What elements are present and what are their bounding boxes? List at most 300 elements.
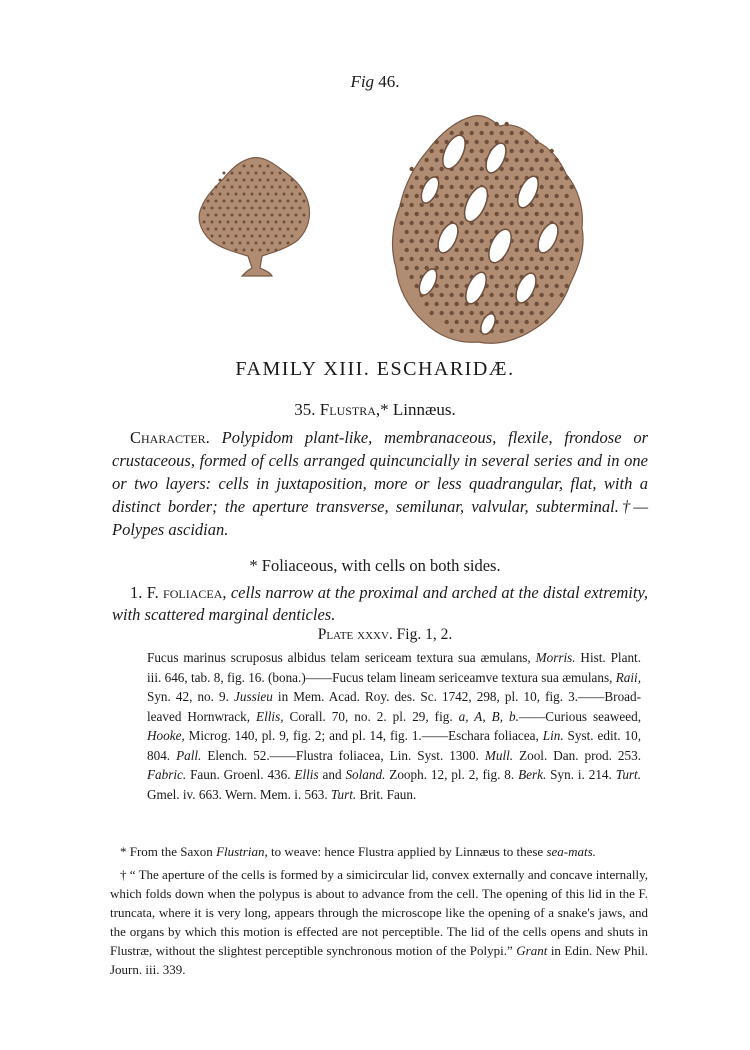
cell-dot — [231, 200, 234, 203]
cell-dot — [409, 185, 413, 189]
cell-dot — [259, 193, 262, 196]
cell-dot — [424, 230, 428, 234]
cell-dot — [424, 266, 428, 270]
cell-dot — [295, 200, 298, 203]
cell-dot — [271, 228, 274, 231]
flustra-small-specimen-illustration — [190, 152, 318, 280]
cell-dot — [504, 194, 508, 198]
cell-dot — [549, 257, 553, 261]
cell-dot — [444, 212, 448, 216]
cell-dot — [275, 221, 278, 224]
cell-dot — [549, 275, 553, 279]
synonymy-run: Syn. i. 214. — [546, 767, 616, 782]
cell-dot — [424, 248, 428, 252]
cell-dot — [414, 194, 418, 198]
cell-dot — [239, 200, 242, 203]
cell-dot — [454, 284, 458, 288]
cell-dot — [219, 179, 222, 182]
cell-dot — [464, 230, 468, 234]
cell-dot — [564, 248, 568, 252]
cell-dot — [474, 248, 478, 252]
cell-dot — [534, 158, 538, 162]
cell-dot — [444, 266, 448, 270]
cell-dot — [544, 302, 548, 306]
cell-dot — [449, 293, 453, 297]
synonymy-run: Morris. — [535, 650, 576, 665]
cell-dot — [279, 242, 282, 245]
cell-dot — [559, 293, 563, 297]
cell-dot — [529, 257, 533, 261]
cell-dot — [449, 275, 453, 279]
cell-dot — [534, 230, 538, 234]
cell-dot — [429, 203, 433, 207]
cell-dot — [444, 284, 448, 288]
cell-dot — [564, 230, 568, 234]
cell-dot — [554, 284, 558, 288]
cell-dot — [251, 179, 254, 182]
cell-dot — [263, 228, 266, 231]
figure-caption — [0, 72, 750, 92]
cell-dot — [251, 235, 254, 238]
cell-dot — [271, 186, 274, 189]
cell-dot — [247, 186, 250, 189]
cell-dot — [474, 140, 478, 144]
family-heading: FAMILY XIII. ESCHARIDÆ. — [235, 358, 515, 380]
cell-dot — [559, 257, 563, 261]
synonymy-run: and — [318, 767, 346, 782]
cell-dot — [559, 221, 563, 225]
cell-dot — [474, 266, 478, 270]
synonymy-run: Fucus marinus scruposus albidus telam sericeam textura sua æmulans, — [147, 650, 536, 665]
cell-dot — [444, 194, 448, 198]
cell-dot — [267, 165, 270, 168]
species-paragraph — [112, 582, 648, 626]
cell-dot — [424, 302, 428, 306]
cell-dot — [489, 275, 493, 279]
cell-dot — [494, 194, 498, 198]
cell-dot — [267, 249, 270, 252]
cell-dot — [235, 221, 238, 224]
cell-dot — [211, 207, 214, 210]
cell-dot — [479, 257, 483, 261]
cell-dot — [524, 320, 528, 324]
cell-dot — [223, 200, 226, 203]
cell-dot — [559, 239, 563, 243]
cell-dot — [524, 266, 528, 270]
synonymy-run: Brit. Faun. — [356, 786, 417, 802]
cell-dot — [439, 167, 443, 171]
cell-dot — [414, 230, 418, 234]
cell-dot — [494, 176, 498, 180]
cell-dot — [424, 158, 428, 162]
cell-dot — [219, 193, 222, 196]
cell-dot — [219, 235, 222, 238]
cell-dot — [459, 185, 463, 189]
synonymy-run: Fabric. — [147, 767, 187, 782]
cell-dot — [479, 167, 483, 171]
synonymy-run: Ellis, — [256, 708, 284, 724]
cell-dot — [219, 207, 222, 210]
cell-dot — [215, 200, 218, 203]
cell-dot — [499, 311, 503, 315]
synonymy-run: Gmel. iv. 663. Wern. Mem. i. 563. — [147, 786, 331, 802]
species-number: 1. — [130, 583, 143, 602]
cell-dot — [251, 249, 254, 252]
cell-dot — [459, 311, 463, 315]
cell-dot — [459, 293, 463, 297]
cell-dot — [554, 176, 558, 180]
cell-dot — [504, 176, 508, 180]
cell-dot — [484, 176, 488, 180]
cell-dot — [299, 207, 302, 210]
cell-dot — [469, 329, 473, 333]
cell-dot — [211, 221, 214, 224]
footnote-second-run: Grant — [516, 943, 548, 958]
cell-dot — [235, 179, 238, 182]
cell-dot — [449, 185, 453, 189]
cell-dot — [529, 149, 533, 153]
figure-label: Fig — [350, 72, 375, 91]
cell-dot — [519, 149, 523, 153]
cell-dot — [399, 221, 403, 225]
cell-dot — [283, 221, 286, 224]
section-heading — [0, 556, 750, 576]
cell-dot — [564, 194, 568, 198]
synonymy-run: Syn. 42, no. 9. — [147, 689, 235, 704]
genus-name: Flustra, — [319, 400, 381, 419]
cell-dot — [223, 228, 226, 231]
cell-dot — [287, 214, 290, 217]
cell-dot — [549, 149, 553, 153]
cell-dot — [484, 122, 488, 126]
cell-dot — [295, 214, 298, 217]
cell-dot — [474, 158, 478, 162]
cell-dot — [524, 230, 528, 234]
cell-dot — [464, 176, 468, 180]
cell-dot — [484, 266, 488, 270]
cell-dot — [564, 284, 568, 288]
cell-dot — [554, 266, 558, 270]
synonymy-run: Lin. — [542, 728, 564, 743]
cell-dot — [227, 193, 230, 196]
cell-dot — [544, 158, 548, 162]
cell-dot — [479, 221, 483, 225]
synonymy-run: Faun. Groenl. 436. — [186, 767, 295, 782]
cell-dot — [454, 320, 458, 324]
cell-dot — [295, 228, 298, 231]
footnote-flustra-etymology — [110, 842, 648, 861]
cell-dot — [449, 257, 453, 261]
section-mark: * — [249, 556, 258, 575]
section-text: Foliaceous, with cells on both sides. — [261, 556, 501, 575]
cell-dot — [247, 200, 250, 203]
synonymy-run: Berk. — [518, 767, 547, 782]
cell-dot — [429, 293, 433, 297]
cell-dot — [207, 228, 210, 231]
cell-dot — [414, 266, 418, 270]
cell-dot — [454, 194, 458, 198]
synonymy-run: Zool. Dan. prod. 253. — [513, 747, 641, 763]
cell-dot — [504, 140, 508, 144]
cell-dot — [489, 221, 493, 225]
plate-figs: Fig. 1, 2. — [396, 626, 453, 643]
cell-dot — [404, 248, 408, 252]
cell-dot — [267, 193, 270, 196]
cell-dot — [474, 176, 478, 180]
cell-dot — [464, 194, 468, 198]
cell-dot — [489, 293, 493, 297]
cell-dot — [219, 221, 222, 224]
synonymy-run: Syst. edit. 10, 804. — [147, 728, 641, 763]
cell-dot — [444, 320, 448, 324]
cell-dot — [574, 230, 578, 234]
cell-dot — [464, 266, 468, 270]
cell-dot — [267, 235, 270, 238]
cell-dot — [263, 200, 266, 203]
cell-dot — [504, 320, 508, 324]
cell-dot — [489, 131, 493, 135]
cell-dot — [279, 172, 282, 175]
cell-dot — [275, 179, 278, 182]
cell-dot — [509, 149, 513, 153]
cell-dot — [489, 203, 493, 207]
cell-dot — [449, 203, 453, 207]
cell-dot — [534, 266, 538, 270]
cell-dot — [275, 207, 278, 210]
cell-dot — [439, 221, 443, 225]
cell-dot — [255, 242, 258, 245]
plate-label: Plate xxxv. — [317, 626, 393, 643]
cell-dot — [469, 131, 473, 135]
cell-dot — [519, 167, 523, 171]
synonymy-run: Ellis — [294, 767, 319, 782]
synonymy-run: Turt. — [615, 767, 642, 782]
cell-dot — [569, 203, 573, 207]
cell-dot — [291, 193, 294, 196]
cell-dot — [559, 203, 563, 207]
cell-dot — [231, 172, 234, 175]
cell-dot — [419, 167, 423, 171]
synonymy-run: Mull. — [484, 747, 514, 763]
cell-dot — [271, 172, 274, 175]
cell-dot — [459, 239, 463, 243]
cell-dot — [255, 186, 258, 189]
cell-dot — [243, 193, 246, 196]
cell-dot — [499, 275, 503, 279]
cell-dot — [299, 193, 302, 196]
cell-dot — [291, 179, 294, 182]
cell-dot — [564, 212, 568, 216]
cell-dot — [424, 212, 428, 216]
cell-dot — [499, 203, 503, 207]
cell-dot — [524, 248, 528, 252]
cell-dot — [235, 249, 238, 252]
cell-dot — [574, 248, 578, 252]
cell-dot — [409, 239, 413, 243]
cell-dot — [494, 122, 498, 126]
cell-dot — [509, 293, 513, 297]
cell-dot — [479, 239, 483, 243]
genus-number: 35. — [294, 400, 316, 419]
footnote-first-run: * From the Saxon — [120, 844, 217, 859]
cell-dot — [275, 249, 278, 252]
cell-dot — [207, 214, 210, 217]
cell-dot — [259, 221, 262, 224]
cell-dot — [287, 228, 290, 231]
cell-dot — [519, 311, 523, 315]
synonymy-run: Hist. Plant. iii. 646, tab. 8, fig. 16. (bona.)——Fucus telam lineam sericeamve textura sua æmulans, — [147, 650, 642, 685]
cell-dot — [509, 257, 513, 261]
cell-dot — [539, 257, 543, 261]
cell-dot — [574, 212, 578, 216]
cell-dot — [275, 235, 278, 238]
cell-dot — [514, 212, 518, 216]
cell-dot — [459, 203, 463, 207]
cell-dot — [489, 185, 493, 189]
species-name: F. foliacea, — [146, 583, 227, 602]
cell-dot — [439, 149, 443, 153]
cell-dot — [469, 149, 473, 153]
cell-dot — [514, 248, 518, 252]
footnote-first-run: to weave: hence Flustra applied by Linnæus to these — [267, 844, 547, 859]
cell-dot — [564, 176, 568, 180]
cell-dot — [235, 207, 238, 210]
cell-dot — [243, 235, 246, 238]
cell-dot — [259, 179, 262, 182]
genus-footnote-mark: * — [380, 400, 389, 419]
cell-dot — [509, 203, 513, 207]
cell-dot — [243, 249, 246, 252]
cell-dot — [239, 242, 242, 245]
cell-dot — [271, 242, 274, 245]
character-paragraph — [112, 426, 648, 541]
cell-dot — [263, 242, 266, 245]
synonymy-run: Elench. 52.——Flustra foliacea, Lin. Syst. 1300. — [201, 747, 485, 763]
cell-dot — [434, 230, 438, 234]
cell-dot — [439, 203, 443, 207]
cell-dot — [504, 284, 508, 288]
cell-dot — [534, 320, 538, 324]
cell-dot — [434, 212, 438, 216]
synonymy-run: Corall. 70, no. 2. pl. 29, fig. — [283, 708, 459, 724]
cell-dot — [504, 266, 508, 270]
cell-dot — [239, 172, 242, 175]
cell-dot — [255, 200, 258, 203]
cell-dot — [414, 248, 418, 252]
cell-dot — [499, 221, 503, 225]
cell-dot — [239, 228, 242, 231]
cell-dot — [231, 228, 234, 231]
cell-dot — [514, 230, 518, 234]
cell-dot — [469, 239, 473, 243]
cell-dot — [429, 257, 433, 261]
cell-dot — [291, 221, 294, 224]
cell-dot — [509, 329, 513, 333]
cell-dot — [554, 212, 558, 216]
cell-dot — [464, 248, 468, 252]
synonymy-run: ——Curious seaweed, — [518, 708, 642, 724]
cell-dot — [544, 284, 548, 288]
cell-dot — [429, 239, 433, 243]
cell-dot — [409, 257, 413, 261]
cell-dot — [544, 212, 548, 216]
cell-dot — [291, 235, 294, 238]
species-description: cells narrow at the proximal and arched at the distal extremity, with scattered marginal denticles. — [112, 583, 649, 624]
cell-dot — [529, 239, 533, 243]
cell-dot — [404, 212, 408, 216]
cell-dot — [267, 207, 270, 210]
cell-dot — [283, 207, 286, 210]
synonymy-run: Jussieu — [234, 689, 273, 704]
cell-dot — [414, 176, 418, 180]
cell-dot — [207, 200, 210, 203]
cell-dot — [419, 203, 423, 207]
cell-dot — [504, 212, 508, 216]
footnote-second-run: † “ The aperture of the cells is formed by a simicircular lid, convex externally and concave internally, which folds down when the polypus is about to advance from the cell. The opening of this lid in the F. truncata, where it is very long, appears through the microscope like the opening of a snake's jaws, and the organs by which this motion is effected are not perceptible. The lid of the cells opens and shuts in Flustræ, without the slightest perceptible synchronous motion of the Polypi.” — [110, 867, 648, 958]
cell-dot — [459, 221, 463, 225]
cell-dot — [514, 176, 518, 180]
cell-dot — [404, 230, 408, 234]
cell-dot — [544, 194, 548, 198]
cell-dot — [464, 122, 468, 126]
cell-dot — [429, 167, 433, 171]
cell-dot — [409, 275, 413, 279]
cell-dot — [279, 228, 282, 231]
cell-dot — [514, 140, 518, 144]
cell-dot — [459, 167, 463, 171]
cell-dot — [287, 186, 290, 189]
cell-dot — [399, 257, 403, 261]
cell-dot — [484, 230, 488, 234]
cell-dot — [203, 207, 206, 210]
cell-dot — [243, 207, 246, 210]
cell-dot — [549, 167, 553, 171]
cell-dot — [454, 266, 458, 270]
cell-dot — [494, 284, 498, 288]
cell-dot — [509, 167, 513, 171]
cell-dot — [454, 212, 458, 216]
cell-dot — [283, 235, 286, 238]
cell-dot — [404, 266, 408, 270]
cell-dot — [469, 311, 473, 315]
cell-dot — [267, 221, 270, 224]
cell-dot — [519, 221, 523, 225]
cell-dot — [271, 200, 274, 203]
cell-dot — [231, 242, 234, 245]
cell-dot — [223, 186, 226, 189]
cell-dot — [259, 207, 262, 210]
cell-dot — [259, 235, 262, 238]
cell-dot — [479, 149, 483, 153]
cell-dot — [484, 212, 488, 216]
cell-dot — [464, 158, 468, 162]
synonymy-run: Hooke, — [147, 728, 185, 743]
genus-authority: Linnæus. — [392, 400, 456, 419]
cell-dot — [499, 185, 503, 189]
cell-dot — [534, 302, 538, 306]
cell-dot — [524, 302, 528, 306]
cell-dot — [454, 248, 458, 252]
cell-dot — [524, 212, 528, 216]
cell-dot — [544, 176, 548, 180]
cell-dot — [251, 221, 254, 224]
cell-dot — [519, 239, 523, 243]
cell-dot — [569, 185, 573, 189]
cell-dot — [247, 172, 250, 175]
genus-heading — [0, 400, 750, 420]
cell-dot — [414, 212, 418, 216]
cell-dot — [449, 329, 453, 333]
